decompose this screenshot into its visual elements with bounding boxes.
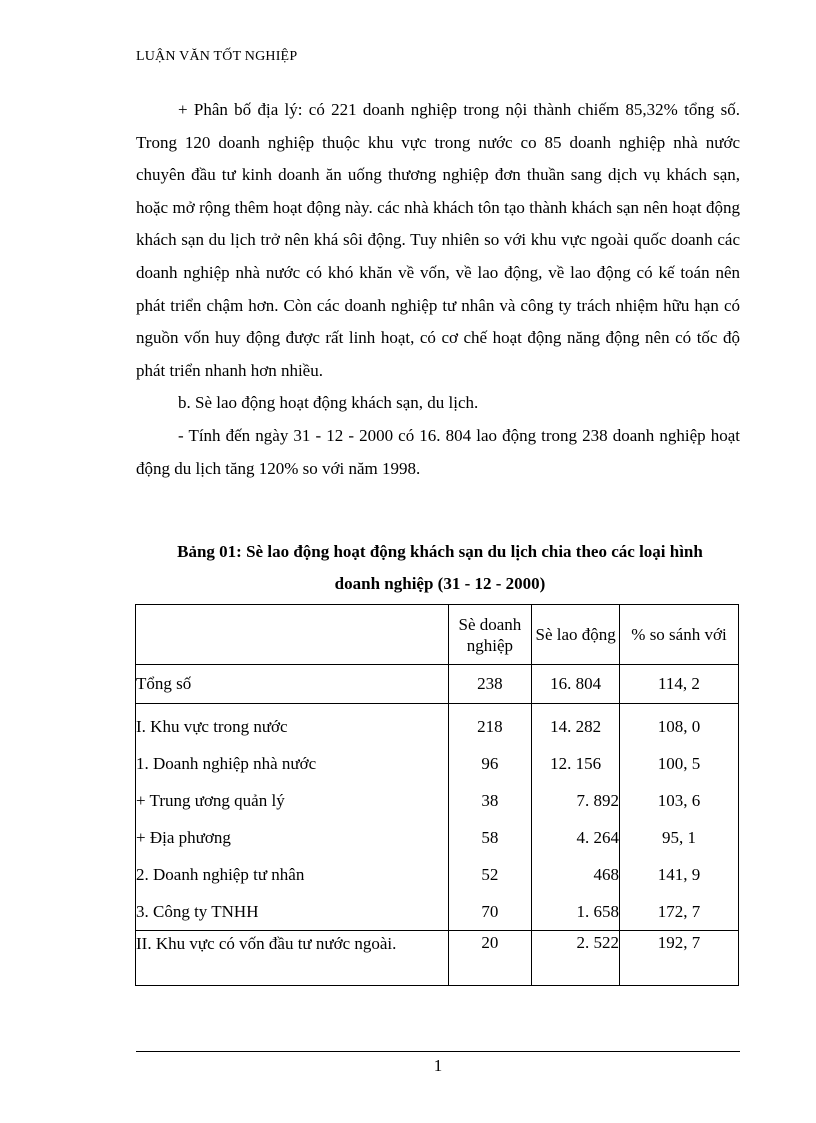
- row-labor: 16. 804: [532, 665, 620, 704]
- row-label: 2. Doanh nghiệp tư nhân: [136, 856, 449, 893]
- row-enterprises: 38: [448, 782, 532, 819]
- row-labor: 468: [532, 856, 620, 893]
- row-percent: 114, 2: [619, 665, 738, 704]
- table-header-row: [136, 605, 739, 665]
- row-labor: 4. 264: [532, 819, 620, 856]
- header-enterprises: Sè doanh nghiệp: [448, 605, 532, 665]
- table-row: [136, 782, 739, 819]
- header-labor: Sè lao động: [532, 605, 620, 665]
- row-labor: 1. 658: [532, 893, 620, 931]
- table-row: [136, 893, 739, 931]
- table-row-foreign: [136, 931, 739, 986]
- row-label: + Trung ương quản lý: [136, 782, 449, 819]
- body-text: [136, 94, 740, 485]
- row-label: 1. Doanh nghiệp nhà nước: [136, 745, 449, 782]
- row-percent: 100, 5: [619, 745, 738, 782]
- row-enterprises: 96: [448, 745, 532, 782]
- row-label: 3. Công ty TNHH: [136, 893, 449, 931]
- row-labor: 14. 282: [532, 704, 620, 746]
- page-header-title: LUẬN VĂN TỐT NGHIỆP: [136, 49, 298, 64]
- paragraph-labor-count: - Tính đến ngày 31 - 12 - 2000 có 16. 804 lao động trong 238 doanh nghiệp hoạt động du lịch tăng 120% so với năm 1998.: [136, 425, 740, 478]
- labor-table: [135, 604, 739, 986]
- footer-divider: [136, 1051, 740, 1052]
- row-enterprises: 218: [448, 704, 532, 746]
- row-percent: 108, 0: [619, 704, 738, 746]
- row-percent: 95, 1: [619, 819, 738, 856]
- row-percent: 103, 6: [619, 782, 738, 819]
- row-enterprises: 58: [448, 819, 532, 856]
- row-enterprises: 52: [448, 856, 532, 893]
- row-label: II. Khu vực có vốn đầu tư nước ngoài.: [136, 931, 449, 986]
- row-percent: 172, 7: [619, 893, 738, 931]
- header-percent: % so sánh với: [619, 605, 738, 665]
- table-row-total: [136, 665, 739, 704]
- table-caption-line-1: Bảng 01: Sè lao động hoạt động khách sạn du lịch chia theo các loại hình: [177, 542, 703, 561]
- row-label: + Địa phương: [136, 819, 449, 856]
- row-label: Tổng số: [136, 665, 449, 704]
- row-label: I. Khu vực trong nước: [136, 704, 449, 746]
- table-caption: [120, 536, 760, 600]
- row-labor: 12. 156: [532, 745, 620, 782]
- table-row: [136, 704, 739, 746]
- table-row: [136, 856, 739, 893]
- paragraph-distribution: + Phân bố địa lý: có 221 doanh nghiệp trong nội thành chiếm 85,32% tổng số. Trong 120 doanh nghiệp thuộc khu vực trong nước co 85 doanh nghiệp nhà nước chuyên đầu tư kinh doanh ăn uống thương nghiệp đơn thuần sang dịch vụ khách sạn, hoặc mở rộng thêm hoạt động này. các nhà khách tôn tạo thành khách sạn nên hoạt động khách sạn du lịch trở nên khá sôi động. Tuy nhiên so với khu vực ngoài quốc doanh các doanh nghiệp nhà nước có khó khăn về vốn, về lao động, về lao động có kế toán nên phát triển chậm hơn. Còn các doanh nghiệp tư nhân và công ty trách nhiệm hữu hạn có nguồn vốn huy động được rất linh hoạt, có cơ chế hoạt động năng động nên có tốc độ phát triển nhanh hơn nhiều.: [136, 100, 740, 380]
- paragraph-section-b: b. Sè lao động hoạt động khách sạn, du lịch.: [178, 393, 479, 413]
- table-row: [136, 745, 739, 782]
- row-enterprises: 70: [448, 893, 532, 931]
- row-labor: 7. 892: [532, 782, 620, 819]
- row-enterprises: 20: [448, 931, 532, 986]
- row-percent: 141, 9: [619, 856, 738, 893]
- page-number: 1: [433, 1056, 443, 1075]
- table-caption-line-2: doanh nghiệp (31 - 12 - 2000): [334, 574, 546, 593]
- header-label: [136, 605, 449, 665]
- row-percent: 192, 7: [619, 931, 738, 986]
- row-labor: 2. 522: [532, 931, 620, 986]
- table-row: [136, 819, 739, 856]
- row-enterprises: 238: [448, 665, 532, 704]
